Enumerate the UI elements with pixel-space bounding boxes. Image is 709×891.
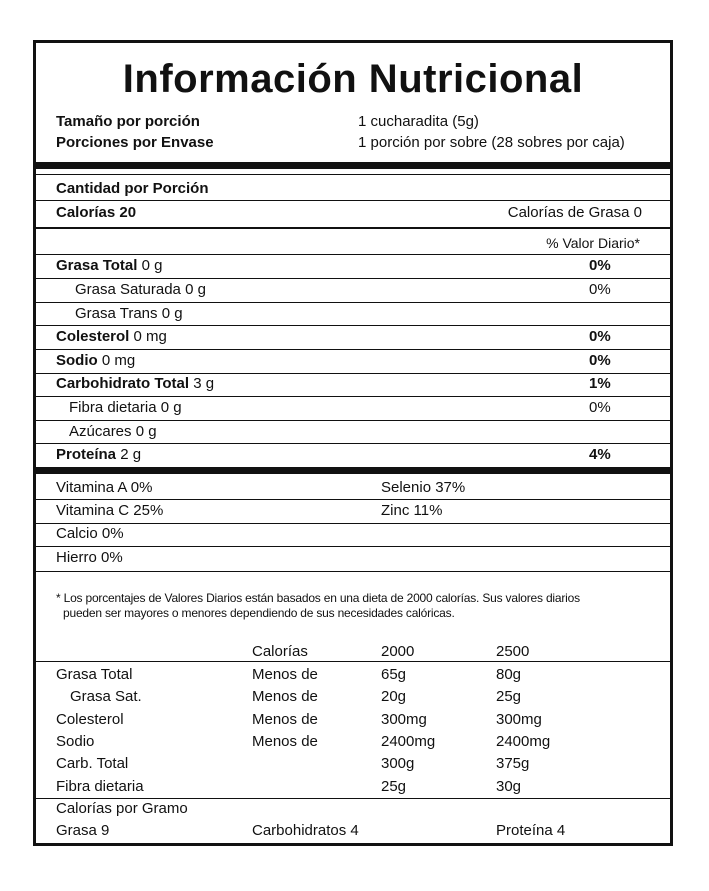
nutrient-row-protein [56, 446, 141, 463]
divider [36, 546, 670, 547]
nutrient-dv: 0% [589, 328, 611, 345]
dv-row-2000: 300g [381, 755, 415, 772]
nutrient-amount: 0 mg [133, 328, 167, 345]
calories-value: 20 [119, 204, 137, 221]
amount-per-serving: Cantidad por Porción [56, 180, 209, 197]
divider [36, 174, 670, 175]
divider [36, 302, 670, 303]
dv-row-qualifier: Menos de [252, 711, 318, 728]
nutrient-row-sodium [56, 352, 135, 369]
divider [36, 443, 670, 444]
calories-per-gram-fat: Grasa 9 [56, 822, 110, 839]
dv-row-qualifier: Menos de [252, 688, 318, 705]
nutrient-name: Sodio [56, 352, 98, 369]
nutrient-amount: 3 g [193, 375, 215, 392]
serving-size-label: Tamaño por porción [56, 113, 200, 130]
divider [36, 523, 670, 524]
nutrient-row-cholesterol [56, 328, 167, 345]
divider [36, 798, 670, 799]
nutrient-amount: 0 g [161, 305, 183, 322]
dv-row-2000: 65g [381, 666, 407, 683]
calories-row [56, 204, 136, 221]
footnote-line-2: pueden ser mayores o menores dependiendo de sus necesidades calóricas. [63, 606, 455, 620]
divider [36, 278, 670, 279]
calories-label: Calorías [56, 204, 116, 221]
nutrient-dv: 0% [589, 352, 611, 369]
dv-row-label: Grasa Total [56, 666, 133, 683]
calories-per-gram-label: Calorías por Gramo [56, 800, 188, 817]
calories-per-gram-carbs: Carbohidratos 4 [252, 822, 359, 839]
nutrient-amount: 0 g [185, 281, 206, 298]
divider [36, 227, 670, 229]
nutrient-amount: 0 g [135, 423, 157, 440]
vitamin-c: Vitamina C 25% [56, 502, 164, 519]
dv-row-2500: 25g [496, 688, 522, 705]
nutrient-amount: 0 g [141, 257, 163, 274]
nutrient-name: Carbohidrato Total [56, 375, 190, 392]
divider [36, 325, 670, 326]
nutrient-name: Grasa Trans [75, 305, 158, 322]
dv-row-2500: 30g [496, 778, 522, 795]
dv-row-label: Colesterol [56, 711, 124, 728]
nutrient-dv: 1% [589, 375, 611, 392]
divider [36, 200, 670, 201]
dv-row-2500: 300mg [496, 711, 542, 728]
servings-per-container-value: 1 porción por sobre (28 sobres por caja) [358, 134, 625, 151]
dv-row-2000: 2400mg [381, 733, 436, 750]
servings-per-container-label: Porciones por Envase [56, 134, 214, 151]
dv-row-2500: 80g [496, 666, 522, 683]
dv-row-label: Sodio [56, 733, 95, 750]
nutrient-amount: 0 g [160, 399, 182, 416]
nutrient-amount: 0 mg [101, 352, 136, 369]
nutrient-name: Grasa Total [56, 257, 138, 274]
dv-row-2500: 2400mg [496, 733, 551, 750]
calories-from-fat-label: Calorías de Grasa [507, 204, 630, 221]
daily-value-header: % Valor Diario* [546, 235, 640, 251]
calories-from-fat [508, 204, 642, 221]
nutrient-row-sugars [69, 423, 157, 440]
divider [36, 349, 670, 350]
nutrient-amount: 2 g [120, 446, 142, 463]
dv-row-2500: 375g [496, 755, 530, 772]
dv-header-2000: 2000 [381, 643, 415, 660]
iron: Hierro 0% [56, 549, 123, 566]
nutrient-row-total-carbohydrate [56, 375, 214, 392]
divider [36, 254, 670, 255]
nutrient-dv: 0% [589, 281, 611, 298]
nutrient-name: Azúcares [69, 423, 132, 440]
label-title: Información Nutricional [122, 57, 584, 101]
dv-row-label: Grasa Sat. [70, 688, 142, 705]
nutrition-facts-label [33, 40, 673, 846]
footnote-line-1: * Los porcentajes de Valores Diarios están basados en una dieta de 2000 calorías. Sus valores diarios [56, 591, 580, 605]
divider [36, 373, 670, 374]
dv-row-label: Fibra dietaria [56, 778, 144, 795]
selenium: Selenio 37% [381, 479, 466, 496]
divider-thick [36, 467, 670, 474]
nutrient-name: Fibra dietaria [69, 399, 157, 416]
calcium: Calcio 0% [56, 525, 124, 542]
dv-row-2000: 25g [381, 778, 407, 795]
nutrient-row-dietary-fiber [69, 399, 182, 416]
dv-header-calories: Calorías [252, 643, 308, 660]
nutrient-name: Proteína [56, 446, 117, 463]
calories-per-gram-protein: Proteína 4 [496, 822, 566, 839]
vitamin-a: Vitamina A 0% [56, 479, 153, 496]
divider-thick [36, 162, 670, 169]
nutrient-name: Grasa Saturada [75, 281, 181, 298]
calories-from-fat-value: 0 [633, 204, 642, 221]
divider [36, 661, 670, 662]
divider [36, 420, 670, 421]
nutrient-dv: 4% [589, 446, 611, 463]
nutrient-dv: 0% [589, 399, 611, 416]
dv-row-2000: 20g [381, 688, 407, 705]
divider [36, 571, 670, 572]
dv-row-qualifier: Menos de [252, 733, 318, 750]
nutrient-row-total-fat [56, 257, 162, 274]
divider [36, 396, 670, 397]
dv-row-label: Carb. Total [56, 755, 129, 772]
nutrient-dv: 0% [589, 257, 611, 274]
dv-row-qualifier: Menos de [252, 666, 318, 683]
zinc: Zinc 11% [381, 502, 443, 519]
nutrient-row-trans-fat [75, 305, 183, 322]
dv-row-2000: 300mg [381, 711, 427, 728]
nutrient-name: Colesterol [56, 328, 130, 345]
nutrient-row-saturated-fat [75, 281, 206, 298]
dv-header-2500: 2500 [496, 643, 530, 660]
divider [36, 499, 670, 500]
serving-size-value: 1 cucharadita (5g) [358, 113, 479, 130]
